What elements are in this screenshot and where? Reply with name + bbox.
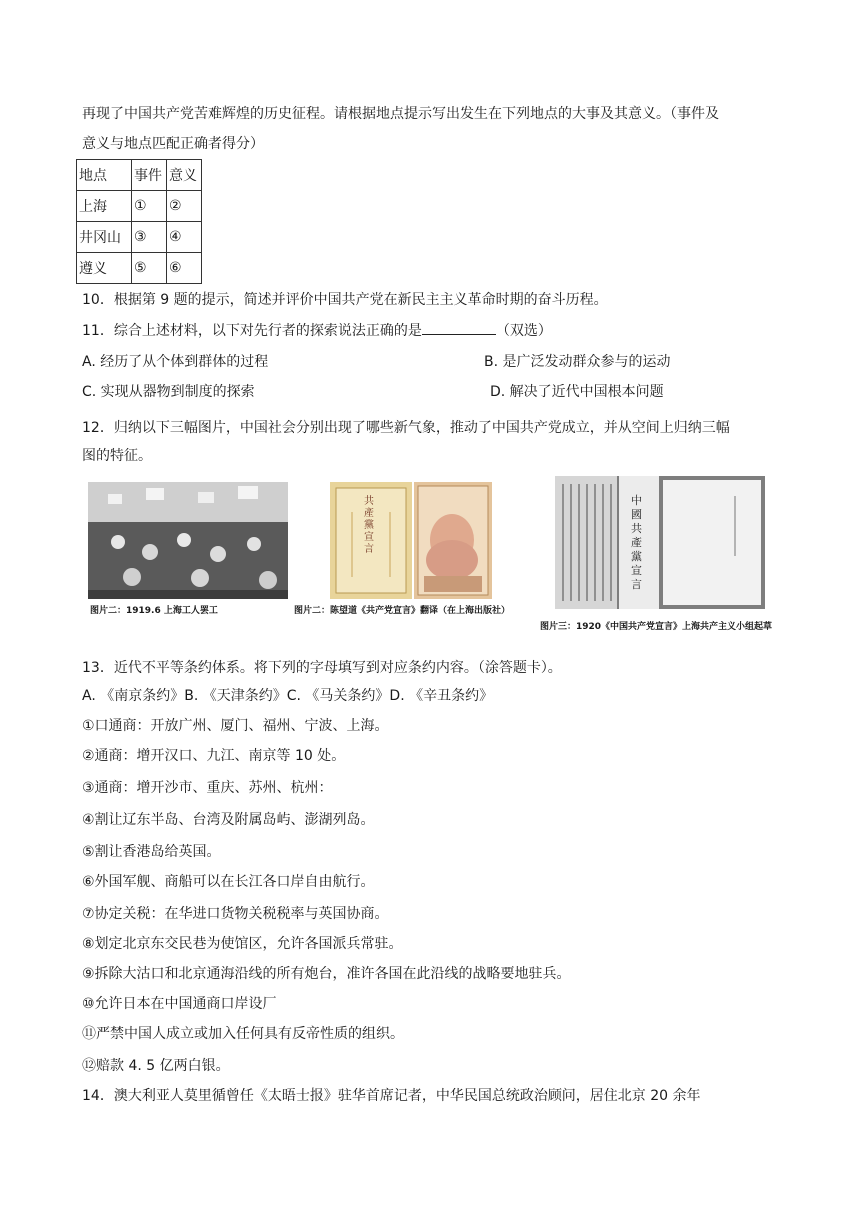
book-title-1: 共產黨宣言 [364, 496, 374, 555]
treaty-item: ①口通商：开放广州、厦门、福州、宁波、上海。 [82, 718, 389, 734]
table-cell: 遵义 [77, 253, 132, 284]
table-cell: 井冈山 [77, 222, 132, 253]
treaty-item: ⑧划定北京东交民巷为使馆区，允许各国派兵常驻。 [82, 936, 403, 952]
intro-line-2: 意义与地点匹配正确者得分） [82, 136, 264, 152]
portrait-illustration [414, 482, 492, 599]
table-header: 地点 [77, 160, 132, 191]
option-a: A. 经历了从个体到群体的过程 [82, 354, 269, 370]
table-cell: ② [167, 191, 202, 222]
treaty-item: ⑨拆除大沽口和北京通海沿线的所有炮台，准许各国在此沿线的战略要地驻兵。 [82, 966, 571, 982]
declaration-photo [555, 476, 765, 609]
manifesto-cover-photo [330, 482, 412, 599]
table-cell: ③ [132, 222, 167, 253]
option-d: D. 解决了近代中国根本问题 [490, 384, 664, 400]
declaration-illustration [555, 476, 765, 609]
book-title-2: 中國共產黨宣言 [631, 494, 642, 591]
table-cell: ⑥ [167, 253, 202, 284]
treaty-item: ⑪严禁中国人成立或加入任何具有反帝性质的组织。 [82, 1026, 404, 1042]
table-cell: ④ [167, 222, 202, 253]
treaty-item: ⑫赔款 4. 5 亿两白银。 [82, 1058, 230, 1074]
treaty-item: ⑦协定关税：在华进口货物关税税率与英国协商。 [82, 906, 389, 922]
question-13: 13．近代不平等条约体系。将下列的字母填写到对应条约内容。（涂答题卡）。 [82, 660, 562, 676]
crowd-illustration [88, 482, 288, 599]
figure-caption-1: 图片二：1919.6 上海工人罢工 [90, 606, 218, 616]
treaty-choices: A. 《南京条约》B. 《天津条约》C. 《马关条约》D. 《辛丑条约》 [82, 688, 494, 704]
figure-caption-3: 图片三：1920《中国共产党宣言》上海共产主义小组起草 [540, 622, 773, 632]
treaty-item: ③通商：增开沙市、重庆、苏州、杭州： [82, 780, 333, 796]
question-14: 14．澳大利亚人莫里循曾任《太晤士报》驻华首席记者，中华民国总统政治顾问，居住北京 20 余年 [82, 1088, 701, 1104]
table-row [77, 222, 202, 253]
table-header: 意义 [167, 160, 202, 191]
question-11-stem: 11．综合上述材料，以下对先行者的探索说法正确的是 [82, 323, 422, 339]
table-cell: ① [132, 191, 167, 222]
treaty-item: ②通商：增开汉口、九江、南京等 10 处。 [82, 748, 346, 764]
table-row [77, 253, 202, 284]
table-row [77, 191, 202, 222]
question-12-line-1: 12．归纳以下三幅图片，中国社会分别出现了哪些新气象，推动了中国共产党成立，并从空间上归纳三幅 [82, 420, 730, 436]
table-header-row [77, 160, 202, 191]
figure-caption-2: 图片二：陈望道《共产党宣言》翻译（在上海出版社） [294, 606, 511, 616]
question-12-line-2: 图的特征。 [82, 448, 152, 464]
option-c: C. 实现从器物到制度的探索 [82, 384, 255, 400]
option-b: B. 是广泛发动群众参与的运动 [484, 354, 671, 370]
events-table [76, 159, 202, 284]
intro-line-1: 再现了中国共产党苦难辉煌的历史征程。请根据地点提示写出发生在下列地点的大事及其意义。（事件及 [82, 106, 719, 122]
treaty-item: ⑥外国军舰、商船可以在长江各口岸自由航行。 [82, 874, 375, 890]
table-cell: 上海 [77, 191, 132, 222]
question-11-suffix: （双选） [495, 323, 552, 339]
marx-portrait-photo [414, 482, 492, 599]
question-10: 10．根据第 9 题的提示，简述并评价中国共产党在新民主主义革命时期的奋斗历程。 [82, 292, 608, 308]
table-header: 事件 [132, 160, 167, 191]
treaty-item: ⑩允许日本在中国通商口岸设厂 [82, 996, 277, 1012]
treaty-item: ④割让辽东半岛、台湾及附属岛屿、澎湖列岛。 [82, 812, 375, 828]
answer-blank[interactable] [422, 320, 496, 335]
table-cell: ⑤ [132, 253, 167, 284]
question-11 [82, 320, 552, 341]
treaty-item: ⑤割让香港岛给英国。 [82, 844, 221, 860]
strike-photo [88, 482, 288, 599]
